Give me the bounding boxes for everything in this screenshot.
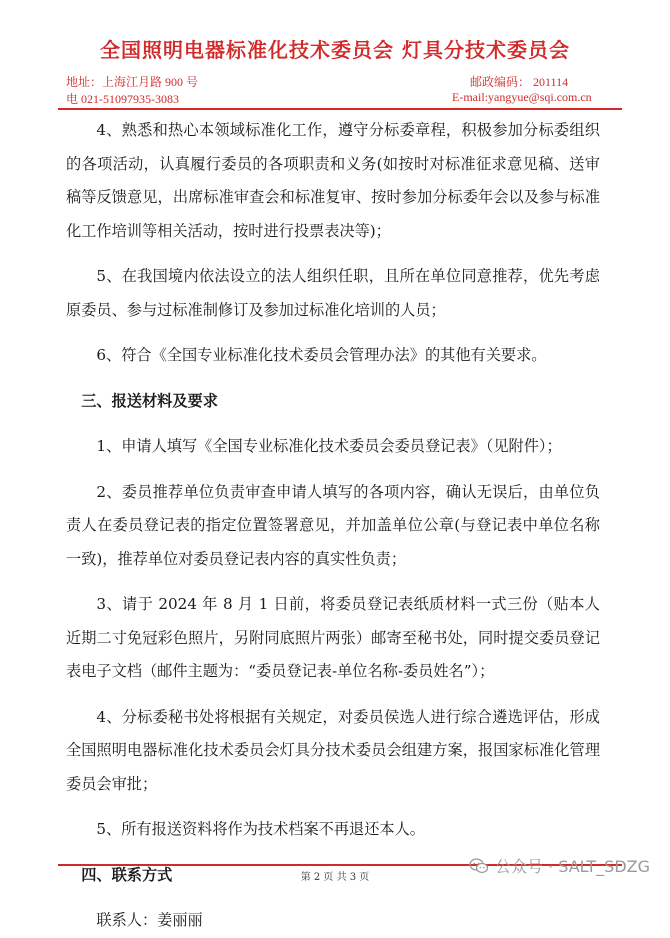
letterhead-address: 地址：上海江月路 900 号 bbox=[66, 75, 199, 89]
wechat-icon bbox=[469, 858, 489, 874]
letterhead-title: 全国照明电器标准化技术委员会 灯具分技术委员会 bbox=[100, 38, 570, 62]
contact-person: 联系人：姜丽丽 bbox=[96, 911, 203, 929]
watermark-text: 公众号 · SALT_SDZG bbox=[495, 857, 650, 876]
header-divider bbox=[58, 108, 622, 110]
letterhead-postal-code: 邮政编码： 201114 bbox=[470, 75, 569, 89]
wechat-watermark bbox=[469, 854, 650, 877]
section-heading-materials: 三、报送材料及要求 bbox=[81, 391, 218, 410]
paragraph-material-1: 1、申请人填写《全国专业标准化技术委员会委员登记表》（见附件）； bbox=[96, 437, 562, 455]
letterhead-email: E-mail:yangyue@sqi.com.cn bbox=[452, 90, 592, 104]
paragraph-requirement-4: 4、熟悉和热心本领域标准化工作，遵守分标委章程，积极参加分标委组织的各项活动，认真履行委员的各项职责和义务(如按时对标准征求意见稿、送审稿等反馈意见，出席标准审查会和标准复审、按时参加分标委年会以及参与标准化工作培训等相关活动，按时进行投票表决等)； bbox=[66, 121, 600, 240]
paragraph-requirement-5: 5、在我国境内依法设立的法人组织任职，且所在单位同意推荐，优先考虑原委员、参与过标准制修订及参加过标准化培训的人员； bbox=[66, 267, 600, 319]
document-body bbox=[66, 114, 600, 938]
paragraph-material-4: 4、分标委秘书处将根据有关规定，对委员侯选人进行综合遴选评估，形成全国照明电器标准化技术委员会灯具分技术委员会组建方案，报国家标准化管理委员会审批； bbox=[66, 707, 600, 793]
page-number: 第 2 页 共 3 页 bbox=[300, 872, 370, 883]
letterhead-phone: 电 021-51097935-3083 bbox=[66, 92, 179, 106]
paragraph-material-3: 3、请于 2024 年 8 月 1 日前，将委员登记表纸质材料一式三份（贴本人近期二寸免冠彩色照片，另附同底照片两张）邮寄至秘书处，同时提交委员登记表电子文档（邮件主题为：“委员登记表-单位名称-委员姓名”）； bbox=[66, 595, 600, 680]
paragraph-material-5: 5、所有报送资料将作为技术档案不再退还本人。 bbox=[96, 820, 425, 838]
paragraph-requirement-6: 6、符合《全国专业标准化技术委员会管理办法》的其他有关要求。 bbox=[96, 346, 547, 364]
paragraph-material-2: 2、委员推荐单位负责审查申请人填写的各项内容，确认无误后，由单位负责人在委员登记表的指定位置签署意见，并加盖单位公章(与登记表中单位名称一致)，推荐单位对委员登记表内容的真实性负责； bbox=[66, 482, 600, 568]
section-heading-contact: 四、联系方式 bbox=[81, 865, 173, 884]
